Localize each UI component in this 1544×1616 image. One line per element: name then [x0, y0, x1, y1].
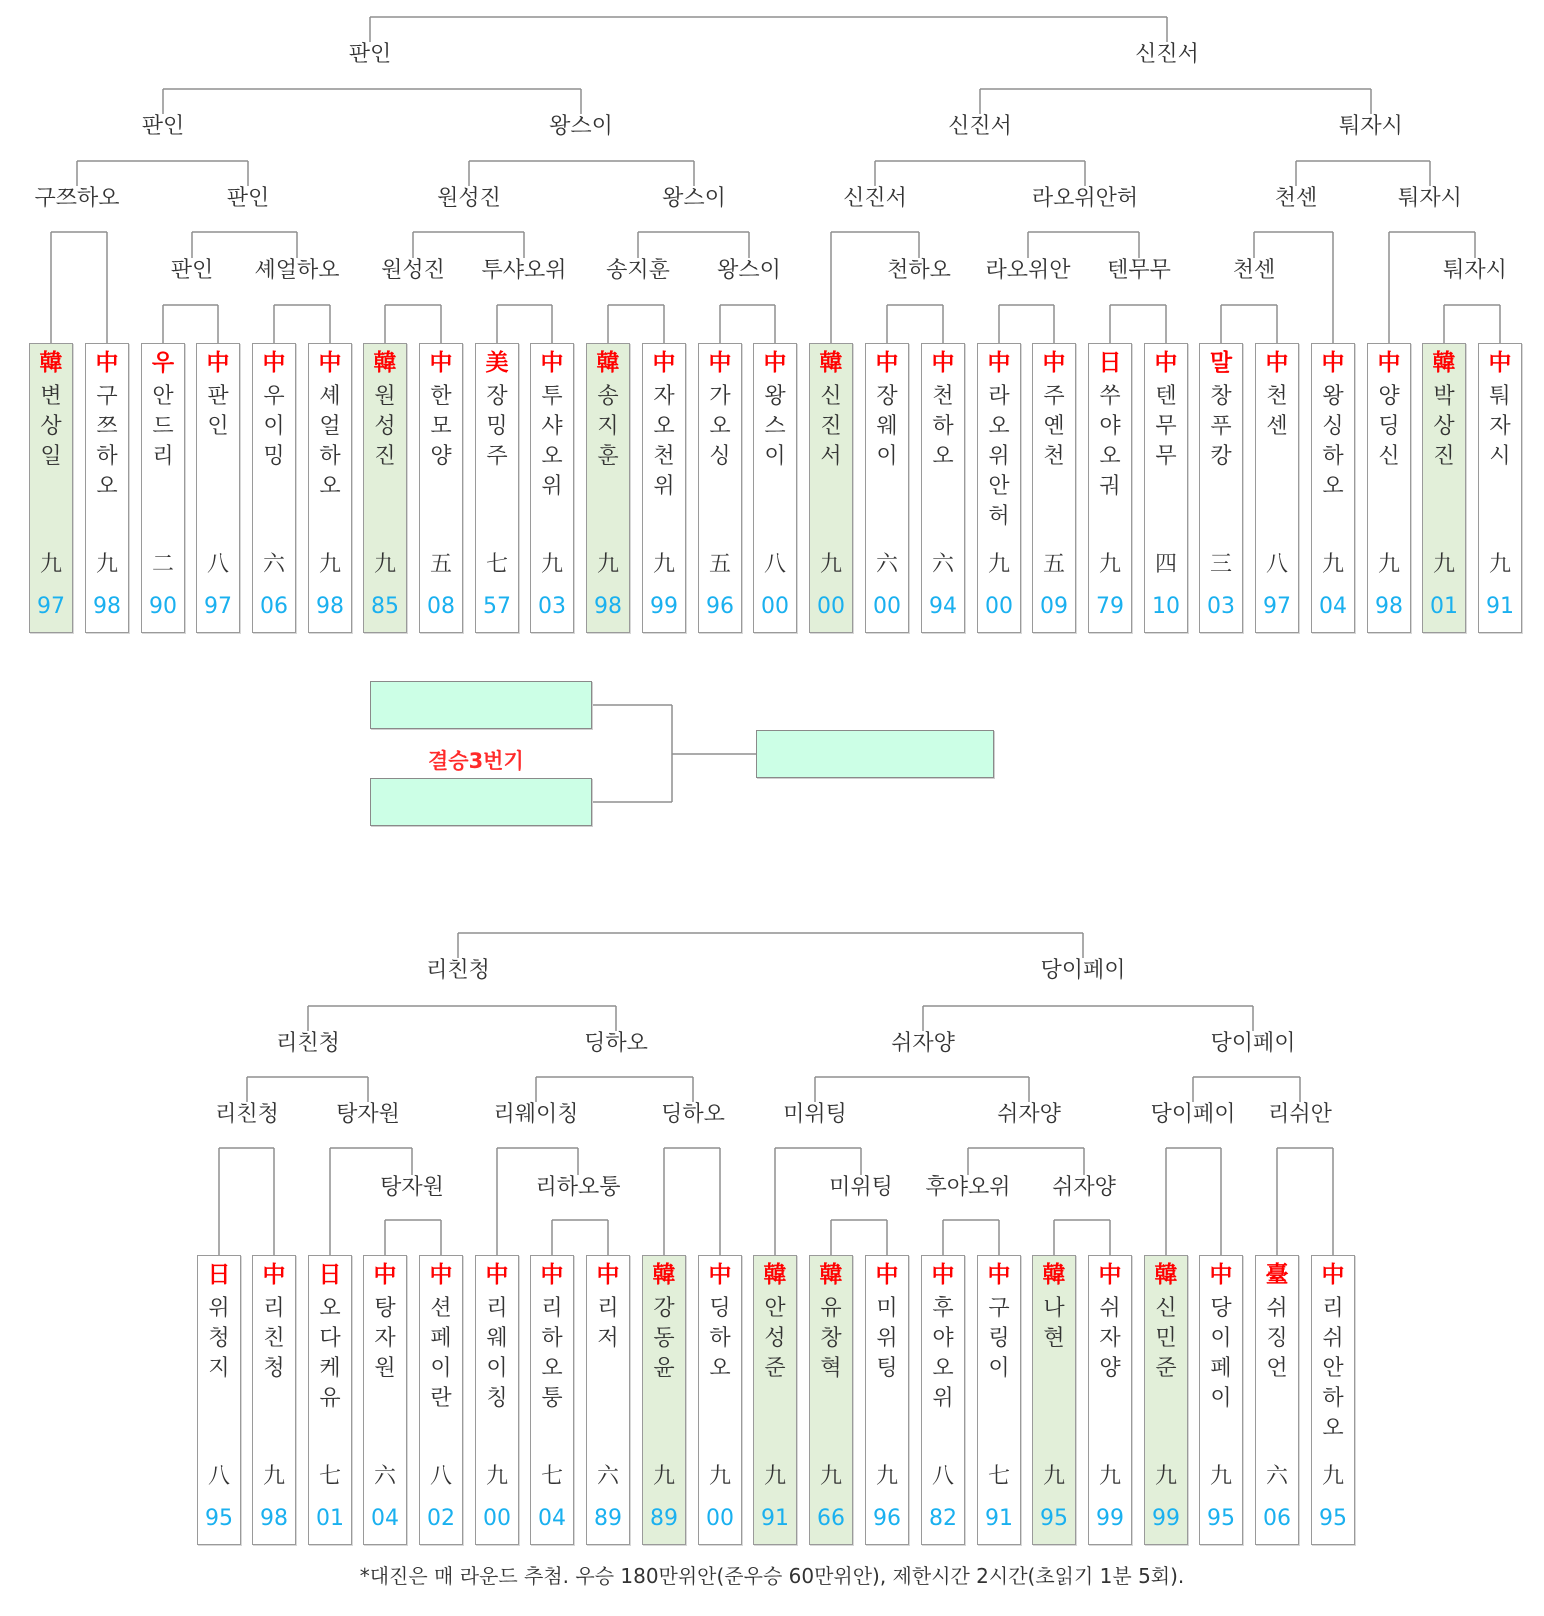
player-dan: 九 — [819, 1464, 842, 1489]
top-player-card — [809, 343, 853, 633]
top-round-of-16-label: 라오위안허 — [1031, 186, 1139, 211]
player-number: 98 — [316, 594, 344, 619]
player-number: 03 — [1207, 594, 1235, 619]
country-flag-label: 日 — [318, 1262, 342, 1288]
player-dan: 七 — [485, 552, 508, 577]
player-dan: 九 — [1432, 552, 1455, 577]
player-number: 95 — [1207, 1506, 1235, 1531]
player-dan: 九 — [39, 552, 62, 577]
country-flag-label: 韓 — [39, 350, 63, 376]
bottom-quarterfinals-label: 당이페이 — [1210, 1031, 1296, 1056]
top-semifinals-label: 판인 — [348, 42, 392, 67]
player-name: 라 오 위 안 허 — [988, 384, 1010, 529]
country-flag-label: 中 — [318, 350, 342, 376]
player-name: 가 오 싱 — [709, 384, 731, 469]
bottom-round-of-32-label: 쉬자양 — [1052, 1175, 1116, 1200]
player-name: 션 페 이 란 — [430, 1296, 452, 1411]
player-name: 양 딩 신 — [1378, 384, 1400, 469]
bottom-player-card — [1032, 1255, 1076, 1545]
top-round-of-32-label: 판인 — [170, 258, 214, 283]
country-flag-label: 말 — [1209, 350, 1233, 376]
country-flag-label: 韓 — [1154, 1262, 1178, 1288]
player-name: 천 하 오 — [932, 384, 954, 469]
country-flag-label: 中 — [1265, 350, 1289, 376]
player-name: 안 드 리 — [152, 384, 174, 469]
player-dan: 五 — [429, 552, 452, 577]
player-dan: 六 — [1265, 1464, 1288, 1489]
bottom-player-card — [1255, 1255, 1299, 1545]
player-name: 당 이 페 이 — [1210, 1296, 1232, 1411]
player-dan: 九 — [1321, 552, 1344, 577]
player-dan: 九 — [1098, 552, 1121, 577]
player-name: 퉈 자 시 — [1489, 384, 1511, 469]
country-flag-label: 中 — [931, 350, 955, 376]
country-flag-label: 中 — [875, 1262, 899, 1288]
player-name: 안 성 준 — [764, 1296, 786, 1381]
player-dan: 九 — [596, 552, 619, 577]
player-dan: 九 — [1488, 552, 1511, 577]
player-name: 리 저 — [597, 1296, 619, 1351]
player-dan: 八 — [207, 1464, 230, 1489]
country-flag-label: 中 — [1321, 1262, 1345, 1288]
top-quarterfinals-label: 왕스이 — [549, 114, 613, 139]
player-dan: 六 — [596, 1464, 619, 1489]
player-dan: 八 — [1265, 552, 1288, 577]
player-dan: 九 — [1321, 1464, 1344, 1489]
player-number: 00 — [706, 1506, 734, 1531]
bottom-semifinals-label: 리친청 — [426, 958, 490, 983]
player-number: 91 — [1486, 594, 1514, 619]
player-name: 딩 하 오 — [709, 1296, 731, 1381]
top-player-card — [29, 343, 73, 633]
top-round-of-16-label: 신진서 — [843, 186, 907, 211]
bottom-player-card — [921, 1255, 965, 1545]
player-number: 04 — [371, 1506, 399, 1531]
player-number: 98 — [260, 1506, 288, 1531]
top-round-of-32-label: 송지훈 — [606, 258, 670, 283]
bottom-player-card — [865, 1255, 909, 1545]
top-round-of-16-label: 원성진 — [437, 186, 501, 211]
player-number: 97 — [37, 594, 65, 619]
country-flag-label: 中 — [1377, 350, 1401, 376]
player-number: 85 — [371, 594, 399, 619]
country-flag-label: 韓 — [819, 350, 843, 376]
player-number: 98 — [93, 594, 121, 619]
bottom-player-card — [698, 1255, 742, 1545]
player-number: 90 — [149, 594, 177, 619]
player-number: 95 — [1319, 1506, 1347, 1531]
player-number: 08 — [427, 594, 455, 619]
player-name: 후 야 오 위 — [932, 1296, 954, 1411]
player-number: 99 — [650, 594, 678, 619]
bottom-round-of-16-label: 탕자원 — [336, 1102, 400, 1127]
country-flag-label: 中 — [95, 350, 119, 376]
top-player-card — [85, 343, 129, 633]
player-dan: 九 — [95, 552, 118, 577]
player-dan: 九 — [373, 552, 396, 577]
country-flag-label: 中 — [206, 350, 230, 376]
player-name: 창 푸 캉 — [1210, 384, 1232, 469]
player-dan: 三 — [1209, 552, 1232, 577]
bottom-round-of-16-label: 쉬자양 — [997, 1102, 1061, 1127]
player-dan: 九 — [987, 552, 1010, 577]
player-name: 왕 스 이 — [764, 384, 786, 469]
player-dan: 九 — [318, 552, 341, 577]
player-name: 리 쉬 안 하 오 — [1322, 1296, 1344, 1441]
player-number: 91 — [761, 1506, 789, 1531]
final-slot-top — [370, 681, 592, 729]
player-name: 원 성 진 — [374, 384, 396, 469]
bottom-player-card — [530, 1255, 574, 1545]
player-name: 강 동 윤 — [653, 1296, 675, 1381]
bottom-player-card — [419, 1255, 463, 1545]
player-number: 79 — [1096, 594, 1124, 619]
country-flag-label: 中 — [429, 350, 453, 376]
top-quarterfinals-label: 판인 — [141, 114, 185, 139]
player-name: 장 밍 주 — [486, 384, 508, 469]
player-name: 오 다 케 유 — [319, 1296, 341, 1411]
player-number: 66 — [817, 1506, 845, 1531]
top-player-card — [308, 343, 352, 633]
player-name: 우 이 밍 — [263, 384, 285, 469]
player-number: 00 — [817, 594, 845, 619]
player-name: 변 상 일 — [40, 384, 62, 469]
top-round-of-32-label: 천하오 — [887, 258, 951, 283]
player-dan: 八 — [429, 1464, 452, 1489]
player-name: 구 쯔 하 오 — [96, 384, 118, 499]
top-player-card — [698, 343, 742, 633]
player-dan: 七 — [987, 1464, 1010, 1489]
bottom-quarterfinals-label: 리친청 — [276, 1031, 340, 1056]
bottom-round-of-16-label: 리쉬안 — [1268, 1102, 1332, 1127]
country-flag-label: 韓 — [652, 1262, 676, 1288]
bottom-quarterfinals-label: 쉬자양 — [891, 1031, 955, 1056]
player-dan: 六 — [262, 552, 285, 577]
top-round-of-32-label: 투샤오위 — [481, 258, 567, 283]
country-flag-label: 中 — [373, 1262, 397, 1288]
player-dan: 九 — [652, 552, 675, 577]
bottom-player-card — [252, 1255, 296, 1545]
player-number: 02 — [427, 1506, 455, 1531]
bottom-player-card — [586, 1255, 630, 1545]
bottom-round-of-16-label: 리웨이칭 — [493, 1102, 579, 1127]
bottom-player-card — [363, 1255, 407, 1545]
player-name: 신 민 준 — [1155, 1296, 1177, 1381]
top-player-card — [865, 343, 909, 633]
country-flag-label: 中 — [540, 350, 564, 376]
player-name: 나 현 — [1043, 1296, 1065, 1351]
player-name: 판 인 — [207, 384, 229, 439]
bottom-round-of-32-label: 리하오퉁 — [535, 1175, 621, 1200]
player-number: 04 — [538, 1506, 566, 1531]
player-name: 왕 싱 하 오 — [1322, 384, 1344, 499]
top-player-card — [1478, 343, 1522, 633]
player-name: 리 웨 이 칭 — [486, 1296, 508, 1411]
player-name: 위 청 지 — [208, 1296, 230, 1381]
player-dan: 九 — [262, 1464, 285, 1489]
top-player-card — [977, 343, 1021, 633]
player-dan: 二 — [151, 552, 174, 577]
top-player-card — [196, 343, 240, 633]
bottom-player-card — [1311, 1255, 1355, 1545]
player-dan: 五 — [1042, 552, 1065, 577]
player-number: 96 — [706, 594, 734, 619]
player-number: 06 — [260, 594, 288, 619]
player-dan: 九 — [540, 552, 563, 577]
top-player-card — [642, 343, 686, 633]
player-dan: 九 — [485, 1464, 508, 1489]
footnote: *대진은 매 라운드 추첨. 우승 180만위안(준우승 60만위안), 제한시간 2시간(초읽기 1분 5회). — [359, 1564, 1185, 1588]
player-number: 97 — [1263, 594, 1291, 619]
top-player-card — [419, 343, 463, 633]
player-dan: 九 — [819, 552, 842, 577]
player-name: 리 친 청 — [263, 1296, 285, 1381]
top-round-of-16-label: 구쯔하오 — [34, 186, 120, 211]
player-number: 99 — [1152, 1506, 1180, 1531]
top-player-card — [586, 343, 630, 633]
player-dan: 九 — [875, 1464, 898, 1489]
top-quarterfinals-label: 퉈자시 — [1339, 114, 1403, 139]
country-flag-label: 中 — [262, 1262, 286, 1288]
player-name: 텐 무 무 — [1155, 384, 1177, 469]
final-label: 결승3번기 — [428, 749, 524, 773]
bottom-player-card — [642, 1255, 686, 1545]
country-flag-label: 中 — [540, 1262, 564, 1288]
country-flag-label: 中 — [596, 1262, 620, 1288]
player-name: 한 모 양 — [430, 384, 452, 469]
player-number: 98 — [594, 594, 622, 619]
player-name: 탕 자 원 — [374, 1296, 396, 1381]
player-number: 06 — [1263, 1506, 1291, 1531]
player-number: 10 — [1152, 594, 1180, 619]
top-player-card — [1311, 343, 1355, 633]
top-player-card — [1367, 343, 1411, 633]
country-flag-label: 中 — [1042, 350, 1066, 376]
bottom-player-card — [1144, 1255, 1188, 1545]
player-dan: 六 — [931, 552, 954, 577]
top-round-of-32-label: 라오위안 — [985, 258, 1071, 283]
player-name: 신 진 서 — [820, 384, 842, 469]
top-round-of-16-label: 왕스이 — [662, 186, 726, 211]
country-flag-label: 中 — [1488, 350, 1512, 376]
country-flag-label: 韓 — [373, 350, 397, 376]
player-name: 투 샤 오 위 — [541, 384, 563, 499]
player-number: 09 — [1040, 594, 1068, 619]
player-name: 송 지 훈 — [597, 384, 619, 469]
player-name: 유 창 혁 — [820, 1296, 842, 1381]
country-flag-label: 韓 — [1432, 350, 1456, 376]
top-quarterfinals-label: 신진서 — [948, 114, 1012, 139]
country-flag-label: 中 — [708, 1262, 732, 1288]
player-dan: 六 — [373, 1464, 396, 1489]
player-dan: 九 — [1154, 1464, 1177, 1489]
player-number: 00 — [873, 594, 901, 619]
top-round-of-32-label: 셰얼하오 — [254, 258, 340, 283]
country-flag-label: 臺 — [1265, 1262, 1289, 1288]
player-number: 91 — [985, 1506, 1013, 1531]
country-flag-label: 韓 — [763, 1262, 787, 1288]
player-number: 00 — [761, 594, 789, 619]
top-player-card — [1144, 343, 1188, 633]
player-number: 99 — [1096, 1506, 1124, 1531]
player-number: 98 — [1375, 594, 1403, 619]
player-dan: 八 — [763, 552, 786, 577]
country-flag-label: 中 — [262, 350, 286, 376]
player-dan: 九 — [708, 1464, 731, 1489]
country-flag-label: 中 — [987, 350, 1011, 376]
bottom-quarterfinals-label: 딩하오 — [584, 1031, 648, 1056]
country-flag-label: 中 — [429, 1262, 453, 1288]
bottom-round-of-16-label: 당이페이 — [1150, 1102, 1236, 1127]
player-name: 자 오 천 위 — [653, 384, 675, 499]
top-player-card — [475, 343, 519, 633]
top-player-card — [1032, 343, 1076, 633]
player-dan: 五 — [708, 552, 731, 577]
top-semifinals-label: 신진서 — [1135, 42, 1199, 67]
top-player-card — [1422, 343, 1466, 633]
top-round-of-32-label: 원성진 — [381, 258, 445, 283]
country-flag-label: 우 — [151, 350, 175, 376]
player-number: 95 — [205, 1506, 233, 1531]
country-flag-label: 韓 — [819, 1262, 843, 1288]
player-name: 리 하 오 퉁 — [541, 1296, 563, 1411]
top-round-of-32-label: 왕스이 — [717, 258, 781, 283]
player-number: 00 — [985, 594, 1013, 619]
country-flag-label: 日 — [207, 1262, 231, 1288]
player-name: 구 링 이 — [988, 1296, 1010, 1381]
country-flag-label: 中 — [1154, 350, 1178, 376]
country-flag-label: 中 — [763, 350, 787, 376]
top-round-of-32-label: 텐무무 — [1107, 258, 1171, 283]
top-player-card — [753, 343, 797, 633]
country-flag-label: 韓 — [596, 350, 620, 376]
bottom-player-card — [308, 1255, 352, 1545]
bottom-round-of-16-label: 딩하오 — [661, 1102, 725, 1127]
bottom-semifinals-label: 당이페이 — [1040, 958, 1126, 983]
top-round-of-16-label: 판인 — [226, 186, 270, 211]
player-number: 89 — [650, 1506, 678, 1531]
player-dan: 八 — [206, 552, 229, 577]
player-number: 01 — [316, 1506, 344, 1531]
bottom-player-card — [475, 1255, 519, 1545]
country-flag-label: 中 — [485, 1262, 509, 1288]
top-player-card — [1255, 343, 1299, 633]
player-number: 95 — [1040, 1506, 1068, 1531]
player-dan: 八 — [931, 1464, 954, 1489]
top-round-of-16-label: 천센 — [1274, 186, 1318, 211]
player-dan: 七 — [540, 1464, 563, 1489]
bottom-player-card — [809, 1255, 853, 1545]
bottom-round-of-16-label: 미위팅 — [783, 1102, 847, 1127]
country-flag-label: 美 — [485, 350, 509, 376]
player-name: 박 상 진 — [1433, 384, 1455, 469]
player-dan: 九 — [763, 1464, 786, 1489]
player-number: 01 — [1430, 594, 1458, 619]
player-number: 96 — [873, 1506, 901, 1531]
bottom-player-card — [1199, 1255, 1243, 1545]
top-round-of-32-label: 천센 — [1232, 258, 1276, 283]
player-number: 57 — [483, 594, 511, 619]
bottom-player-card — [197, 1255, 241, 1545]
bottom-round-of-16-label: 리친청 — [215, 1102, 279, 1127]
top-round-of-16-label: 퉈자시 — [1398, 186, 1462, 211]
player-name: 쑤 야 오 궈 — [1099, 384, 1121, 499]
player-dan: 九 — [1042, 1464, 1065, 1489]
bottom-round-of-32-label: 탕자원 — [380, 1175, 444, 1200]
country-flag-label: 中 — [931, 1262, 955, 1288]
top-player-card — [530, 343, 574, 633]
player-dan: 九 — [652, 1464, 675, 1489]
player-number: 00 — [483, 1506, 511, 1531]
player-name: 셰 얼 하 오 — [319, 384, 341, 499]
player-dan: 九 — [1098, 1464, 1121, 1489]
country-flag-label: 中 — [875, 350, 899, 376]
top-player-card — [252, 343, 296, 633]
player-dan: 七 — [318, 1464, 341, 1489]
bottom-player-card — [753, 1255, 797, 1545]
player-number: 89 — [594, 1506, 622, 1531]
player-name: 쉬 징 언 — [1266, 1296, 1288, 1381]
player-dan: 九 — [1209, 1464, 1232, 1489]
top-player-card — [1199, 343, 1243, 633]
bottom-player-card — [977, 1255, 1021, 1545]
top-player-card — [141, 343, 185, 633]
country-flag-label: 中 — [708, 350, 732, 376]
player-number: 97 — [204, 594, 232, 619]
player-name: 미 위 팅 — [876, 1296, 898, 1381]
player-name: 천 센 — [1266, 384, 1288, 439]
country-flag-label: 中 — [1321, 350, 1345, 376]
player-name: 장 웨 이 — [876, 384, 898, 469]
country-flag-label: 中 — [1098, 1262, 1122, 1288]
player-number: 94 — [929, 594, 957, 619]
player-number: 04 — [1319, 594, 1347, 619]
player-dan: 四 — [1154, 552, 1177, 577]
top-player-card — [921, 343, 965, 633]
country-flag-label: 中 — [652, 350, 676, 376]
player-number: 82 — [929, 1506, 957, 1531]
player-number: 03 — [538, 594, 566, 619]
top-player-card — [1088, 343, 1132, 633]
top-player-card — [363, 343, 407, 633]
player-name: 주 옌 천 — [1043, 384, 1065, 469]
country-flag-label: 中 — [987, 1262, 1011, 1288]
player-dan: 九 — [1377, 552, 1400, 577]
bottom-round-of-32-label: 후야오위 — [925, 1175, 1011, 1200]
player-name: 쉬 자 양 — [1099, 1296, 1121, 1381]
country-flag-label: 韓 — [1042, 1262, 1066, 1288]
champion-slot — [756, 730, 994, 778]
country-flag-label: 中 — [1209, 1262, 1233, 1288]
final-slot-bottom — [370, 778, 592, 826]
bottom-round-of-32-label: 미위팅 — [829, 1175, 893, 1200]
top-round-of-32-label: 퉈자시 — [1443, 258, 1507, 283]
bottom-player-card — [1088, 1255, 1132, 1545]
country-flag-label: 日 — [1098, 350, 1122, 376]
player-dan: 六 — [875, 552, 898, 577]
